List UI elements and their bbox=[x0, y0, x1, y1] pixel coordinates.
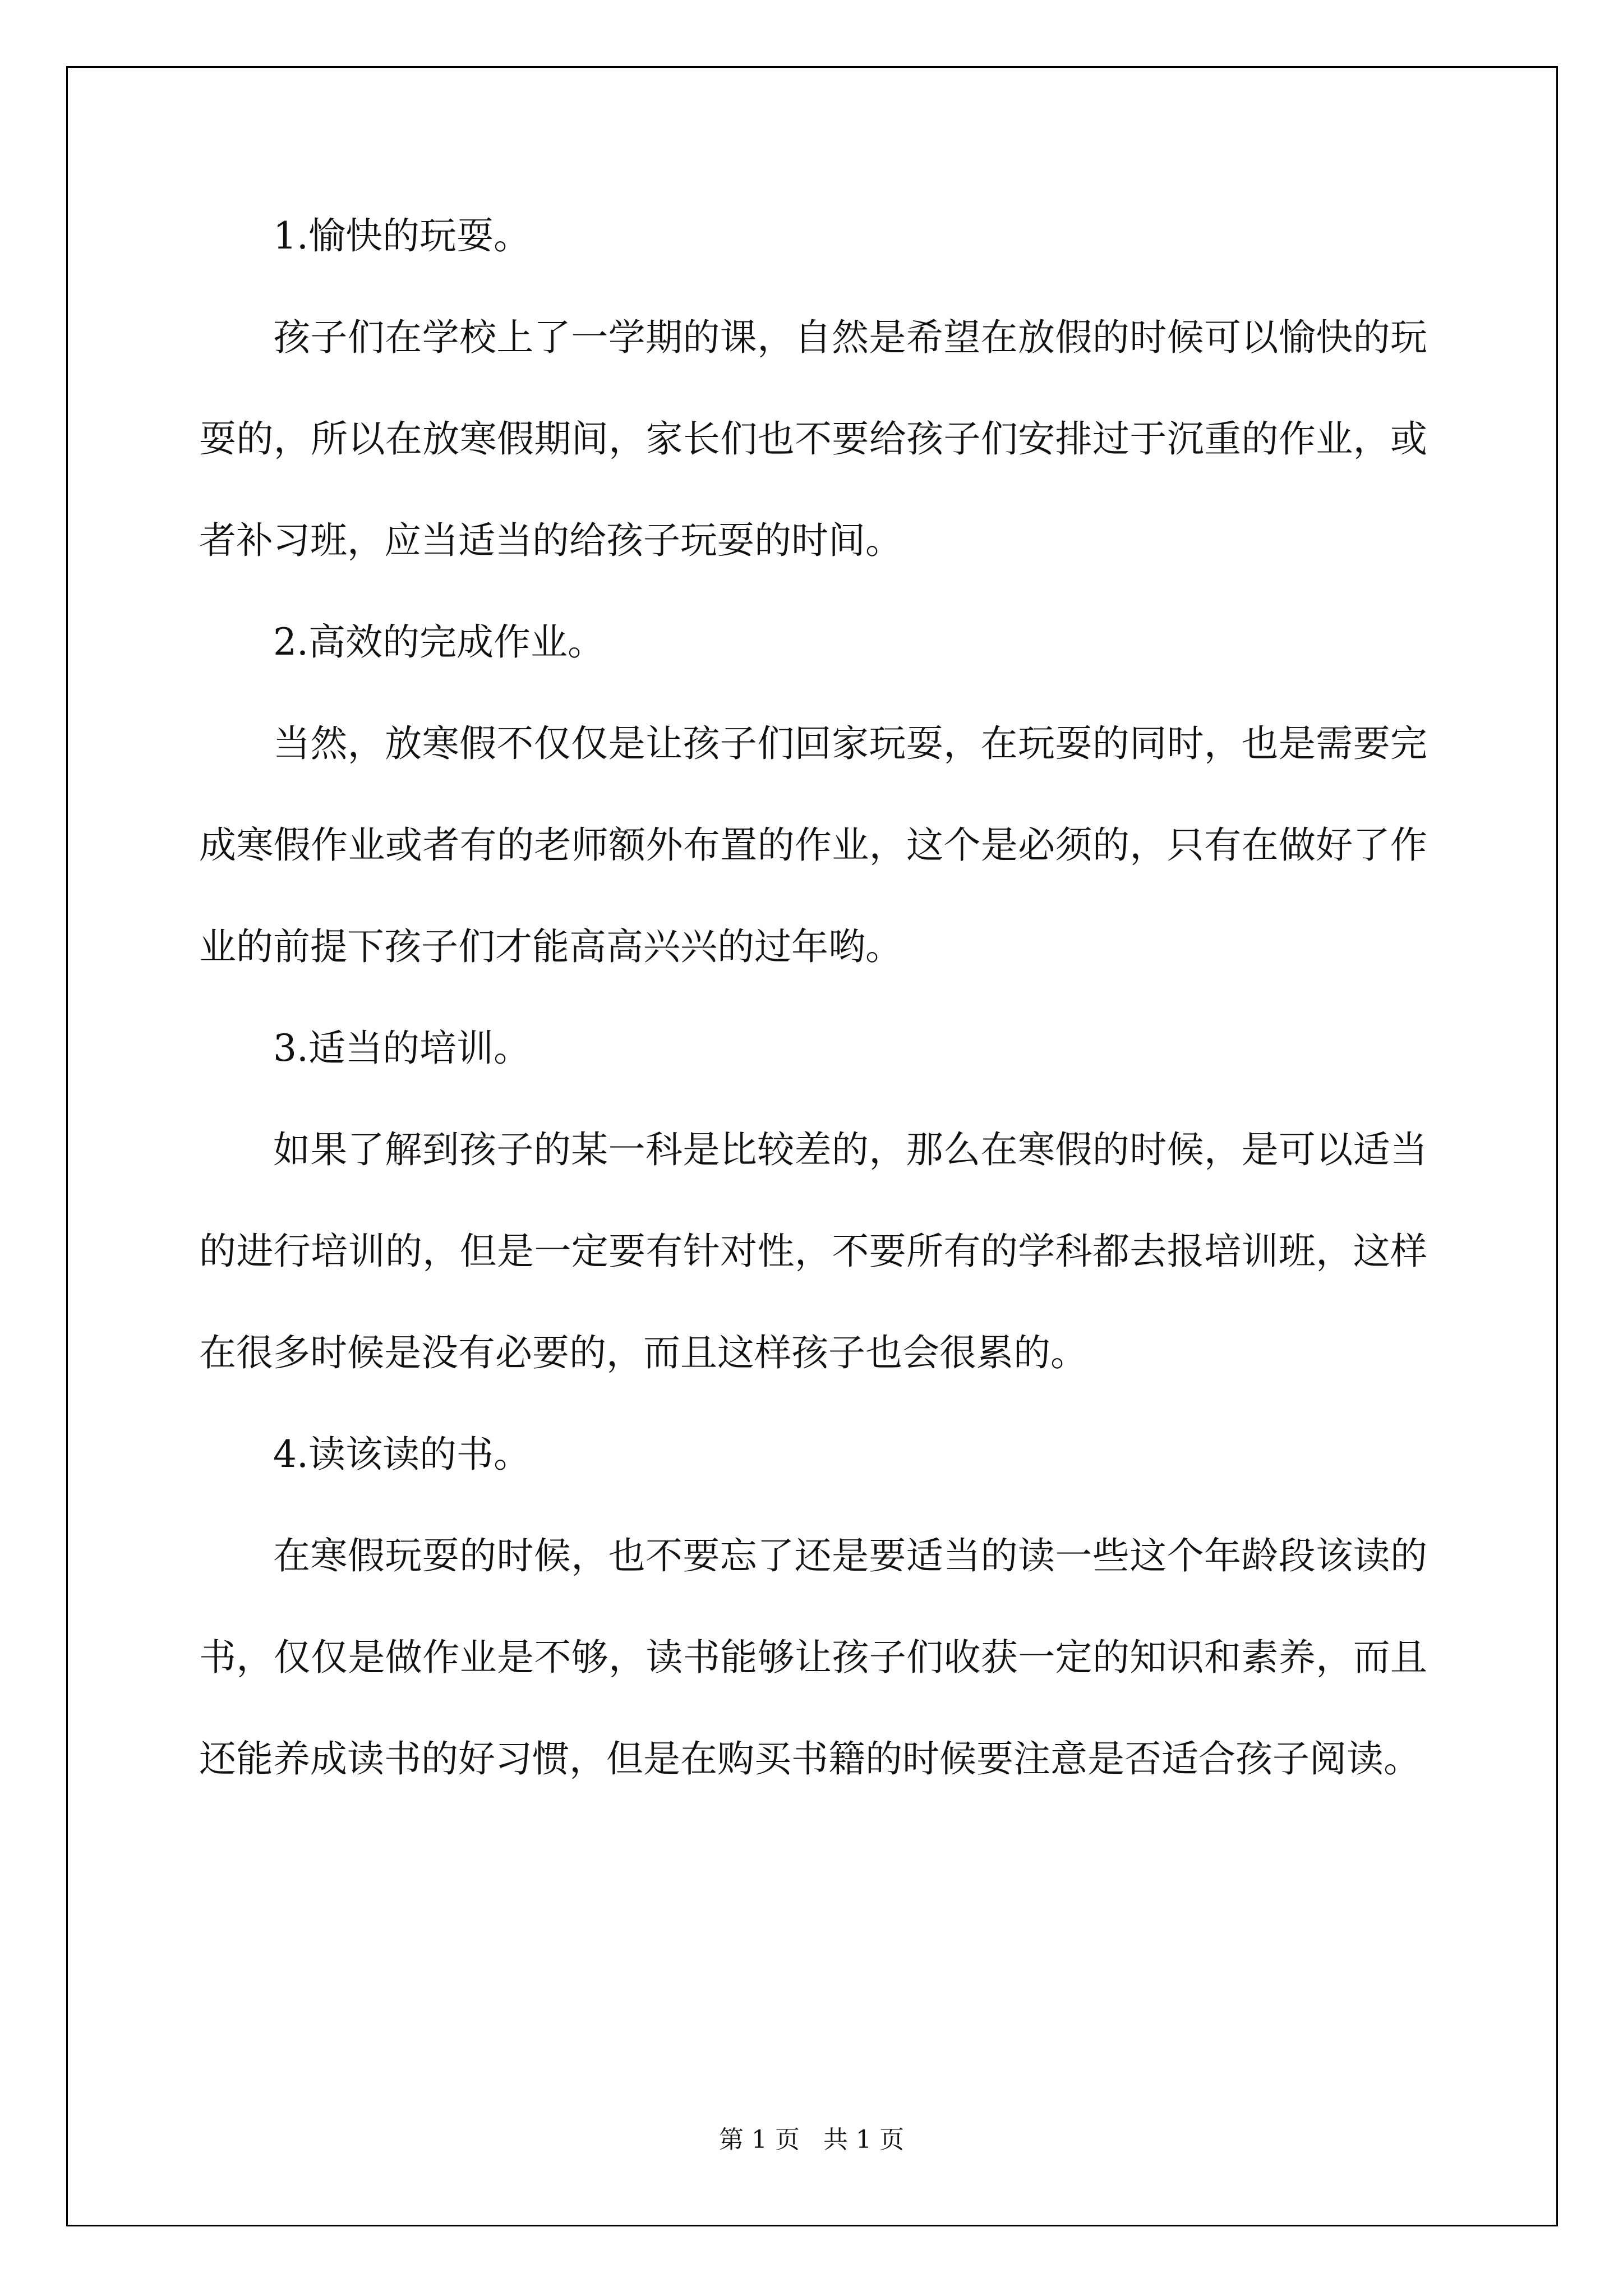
section-paragraph-1: 孩子们在学校上了一学期的课，自然是希望在放假的时候可以愉快的玩耍的，所以在放寒假期间，家长们也不要给孩子们安排过于沉重的作业，或者补习班，应当适当的给孩子玩耍的时间。 bbox=[199, 316, 1427, 562]
section-heading-2: 2.高效的完成作业。 bbox=[273, 620, 605, 664]
section-paragraph-2: 当然，放寒假不仅仅是让孩子们回家玩耍，在玩耍的同时，也是需要完成寒假作业或者有的老师额外布置的作业，这个是必须的，只有在做好了作业的前提下孩子们才能高高兴兴的过年哟。 bbox=[199, 722, 1427, 968]
section-heading-1: 1.愉快的玩耍。 bbox=[273, 214, 531, 257]
document-body bbox=[199, 185, 1427, 1810]
section-paragraph-4: 在寒假玩耍的时候，也不要忘了还是要适当的读一些这个年龄段该读的书，仅仅是做作业是不够，读书能够让孩子们收获一定的知识和素养，而且还能养成读书的好习惯，但是在购买书籍的时候要注意是否适合孩子阅读。 bbox=[199, 1534, 1427, 1780]
page-number-footer: 第 1 页 共 1 页 bbox=[719, 2125, 904, 2154]
section-paragraph-3: 如果了解到孩子的某一科是比较差的，那么在寒假的时候，是可以适当的进行培训的，但是一定要有针对性，不要所有的学科都去报培训班，这样在很多时候是没有必要的，而且这样孩子也会很累的。 bbox=[199, 1128, 1427, 1374]
section-heading-4: 4.读该读的书。 bbox=[273, 1433, 531, 1476]
section-heading-3: 3.适当的培训。 bbox=[273, 1027, 531, 1070]
